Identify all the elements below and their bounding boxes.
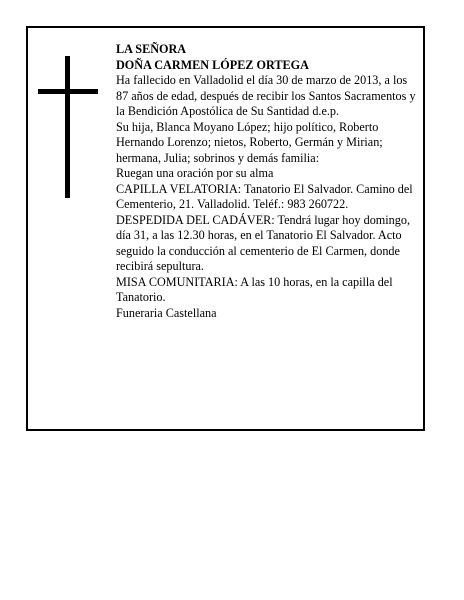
notice-title: LA SEÑORA — [116, 42, 187, 56]
family-list: Su hija, Blanca Moyano López; hijo político, Roberto Hernando Lorenzo; nietos, Roberto, Germán y Mirian; hermana, Julia; sobrinos y demás familia: — [116, 119, 383, 165]
chapel-info: CAPILLA VELATORIA: Tanatorio El Salvador. Camino del Cementerio, 21. Valladolid. Teléf.: 983 260722. — [116, 181, 413, 211]
death-announcement: Ha fallecido en Valladolid el día 30 de marzo de 2013, a los 87 años de edad, después de recibir los Santos Sacramentos y la Bendición Apostólica de Su Santidad d.e.p. — [116, 73, 416, 118]
obituary-notice — [26, 26, 425, 431]
funeral-home: Funeraria Castellana — [116, 305, 217, 320]
cross-vertical-bar — [65, 56, 70, 198]
cross-horizontal-bar — [38, 89, 98, 94]
cross-icon — [38, 56, 100, 198]
farewell-info: DESPEDIDA DEL CADÁVER: Tendrá lugar hoy domingo, día 31, a las 12.30 horas, en el Tanatorio El Salvador. Acto seguido la conducción al cementerio de El Carmen, donde recibirá sepultura. — [116, 212, 410, 273]
deceased-name: DOÑA CARMEN LÓPEZ ORTEGA — [116, 57, 309, 72]
mass-info: MISA COMUNITARIA: A las 10 horas, en la capilla del Tanatorio. — [116, 274, 393, 304]
prayer-request: Ruegan una oración por su alma — [116, 166, 274, 180]
notice-text — [116, 42, 421, 321]
